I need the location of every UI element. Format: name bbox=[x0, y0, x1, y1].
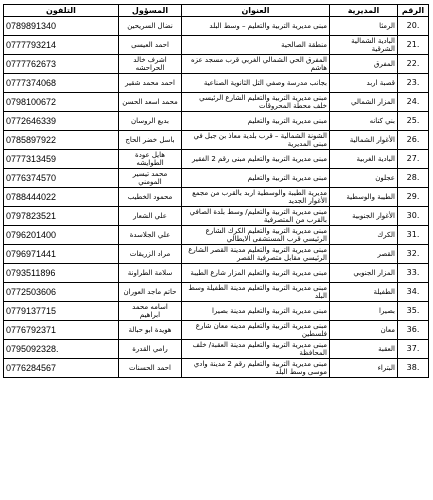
cell-number: .27 bbox=[398, 150, 429, 169]
cell-phone: 0777762673 bbox=[4, 55, 119, 74]
cell-phone: 0796971441 bbox=[4, 245, 119, 264]
cell-responsible: رامي القدرة bbox=[119, 340, 182, 359]
cell-address: مديرية الطيبة والوسطية اربد بالقرب من مجمع الأغوار الجديد bbox=[182, 188, 330, 207]
cell-phone: 0777374068 bbox=[4, 74, 119, 93]
cell-number: .23 bbox=[398, 74, 429, 93]
cell-directorate: بني كنانه bbox=[330, 112, 398, 131]
cell-address: مبنى مديرية التربية والتعليم مدينة العقبة/ خلف المحافظة bbox=[182, 340, 330, 359]
cell-directorate: عجلون bbox=[330, 169, 398, 188]
cell-directorate: البتراء bbox=[330, 359, 398, 378]
cell-address: مبنى مديرية التربية والتعليم bbox=[182, 169, 330, 188]
cell-responsible: اشرف خالد الحراحشه bbox=[119, 55, 182, 74]
table-row bbox=[4, 245, 429, 264]
table-row bbox=[4, 264, 429, 283]
cell-phone: 0777313459 bbox=[4, 150, 119, 169]
cell-number: .21 bbox=[398, 36, 429, 55]
cell-responsible: محمود الخطيب bbox=[119, 188, 182, 207]
cell-address: المفرق الحي الشمالي الغربي قرب مسجد عزه هاشم bbox=[182, 55, 330, 74]
cell-directorate: قصبة اربد bbox=[330, 74, 398, 93]
cell-responsible: احمد الحسنات bbox=[119, 359, 182, 378]
cell-directorate: المزار الشمالي bbox=[330, 93, 398, 112]
table-row bbox=[4, 207, 429, 226]
table-body bbox=[4, 17, 429, 378]
cell-address: مبنى مديرية التربية والتعليم المزار شارع الطيبة bbox=[182, 264, 330, 283]
table-row bbox=[4, 283, 429, 302]
cell-address: مبنى مديرية التربية والتعليم مدينة القصر الشارع الرئيسي مقابل متصرفية القصر bbox=[182, 245, 330, 264]
cell-directorate: المفرق bbox=[330, 55, 398, 74]
cell-address: مبنى مديرية التربية والتعليم الشارع الرئيسي خلف محطة المحروقات bbox=[182, 93, 330, 112]
cell-responsible: محمد اسعد الحسن bbox=[119, 93, 182, 112]
cell-phone: 0777793214 bbox=[4, 36, 119, 55]
cell-directorate: المزار الجنوبي bbox=[330, 264, 398, 283]
cell-address: بجانب مدرسة وصفي التل الثانوية الصناعية bbox=[182, 74, 330, 93]
cell-address: مبنى مديرية التربية والتعليم مدينة بصيرا bbox=[182, 302, 330, 321]
cell-address: مبنى مديرية التربية والتعليم/ وسط بلدة الصافي بالقرب من المتصرفية bbox=[182, 207, 330, 226]
cell-responsible: هايل عودة الطوايشه bbox=[119, 150, 182, 169]
cell-number: .31 bbox=[398, 226, 429, 245]
cell-responsible: علي الشعار bbox=[119, 207, 182, 226]
cell-phone: 0798100672 bbox=[4, 93, 119, 112]
cell-phone: 0776284567 bbox=[4, 359, 119, 378]
cell-directorate: العقبة bbox=[330, 340, 398, 359]
header-directorate: المديرية bbox=[330, 5, 398, 17]
cell-number: .26 bbox=[398, 131, 429, 150]
cell-address: مبنى مديرية التربية والتعليم مدينه معان شارع فلسطين bbox=[182, 321, 330, 340]
cell-responsible: حاتم ماجد العوران bbox=[119, 283, 182, 302]
cell-number: .22 bbox=[398, 55, 429, 74]
cell-address: مبنى مديرية التربية والتعليم رقم 2 مدينة وادي موسى وسط البلد bbox=[182, 359, 330, 378]
cell-directorate: الطيبة والوسطية bbox=[330, 188, 398, 207]
cell-phone: 0788444022 bbox=[4, 188, 119, 207]
cell-responsible: احمد محمد شقير bbox=[119, 74, 182, 93]
cell-phone: 0772646339 bbox=[4, 112, 119, 131]
cell-number: .38 bbox=[398, 359, 429, 378]
cell-phone: 0789891340 bbox=[4, 17, 119, 36]
table-row bbox=[4, 302, 429, 321]
table-header-row bbox=[4, 5, 429, 17]
cell-address: مبنى مديرية التربية والتعليم الكرك الشارع الرئيسي قرب المستشفى الايطالي bbox=[182, 226, 330, 245]
cell-phone: 0772503606 bbox=[4, 283, 119, 302]
cell-responsible: سلامة الطراونة bbox=[119, 264, 182, 283]
cell-number: .29 bbox=[398, 188, 429, 207]
header-address: العنوان bbox=[182, 5, 330, 17]
cell-phone: 0776374570 bbox=[4, 169, 119, 188]
header-responsible: المسؤول bbox=[119, 5, 182, 17]
cell-number: .20 bbox=[398, 17, 429, 36]
table-row bbox=[4, 150, 429, 169]
cell-directorate: البادية الغربية bbox=[330, 150, 398, 169]
table-row bbox=[4, 74, 429, 93]
cell-responsible: اسامه محمد ابراهيم bbox=[119, 302, 182, 321]
cell-directorate: الكرك bbox=[330, 226, 398, 245]
cell-address: مبنى مديرية التربية والتعليم bbox=[182, 112, 330, 131]
cell-directorate: بصيرا bbox=[330, 302, 398, 321]
table-row bbox=[4, 359, 429, 378]
table-row bbox=[4, 321, 429, 340]
cell-number: .37 bbox=[398, 340, 429, 359]
table-row bbox=[4, 17, 429, 36]
cell-number: .34 bbox=[398, 283, 429, 302]
cell-phone: 0776792371 bbox=[4, 321, 119, 340]
cell-address: منطقة الصالحية bbox=[182, 36, 330, 55]
cell-directorate: القصر bbox=[330, 245, 398, 264]
cell-responsible: بديع الروسان bbox=[119, 112, 182, 131]
cell-number: .32 bbox=[398, 245, 429, 264]
cell-address: مبنى مديرية التربية والتعليم – وسط البلد bbox=[182, 17, 330, 36]
table-row bbox=[4, 36, 429, 55]
table-row bbox=[4, 188, 429, 207]
cell-address: الشونة الشمالية – قرب بلدية معاذ بن جبل في مبنى المديرية bbox=[182, 131, 330, 150]
cell-responsible: علي الجلاسدة bbox=[119, 226, 182, 245]
cell-directorate: الطفيلة bbox=[330, 283, 398, 302]
cell-directorate: الأغوار الشمالية bbox=[330, 131, 398, 150]
cell-phone: 0785897922 bbox=[4, 131, 119, 150]
directorates-table bbox=[3, 4, 429, 378]
cell-directorate: البادية الشمالية الشرقية bbox=[330, 36, 398, 55]
cell-address: مبنى مديرية التربية والتعليم مبنى رقم 2 الفقير bbox=[182, 150, 330, 169]
cell-number: .33 bbox=[398, 264, 429, 283]
cell-directorate: معان bbox=[330, 321, 398, 340]
cell-responsible: باسل خضر الحاج bbox=[119, 131, 182, 150]
table-row bbox=[4, 55, 429, 74]
header-number: الرقم bbox=[398, 5, 429, 17]
cell-number: .28 bbox=[398, 169, 429, 188]
cell-phone: 0779137715 bbox=[4, 302, 119, 321]
table-row bbox=[4, 340, 429, 359]
cell-responsible: احمد العيسى bbox=[119, 36, 182, 55]
table-row bbox=[4, 112, 429, 131]
cell-responsible: محمد تيسير المومني bbox=[119, 169, 182, 188]
cell-phone: 0797823521 bbox=[4, 207, 119, 226]
cell-number: .25 bbox=[398, 112, 429, 131]
cell-number: .30 bbox=[398, 207, 429, 226]
cell-number: .35 bbox=[398, 302, 429, 321]
cell-number: .36 bbox=[398, 321, 429, 340]
table-row bbox=[4, 131, 429, 150]
cell-number: .24 bbox=[398, 93, 429, 112]
table-row bbox=[4, 93, 429, 112]
cell-phone: 0796201400 bbox=[4, 226, 119, 245]
cell-responsible: هويدة ابو حبالة bbox=[119, 321, 182, 340]
cell-directorate: الرمثا bbox=[330, 17, 398, 36]
cell-phone: 0793511896 bbox=[4, 264, 119, 283]
cell-address: مبنى مديرية التربية والتعليم مدينة الطفيلة وسط البلد bbox=[182, 283, 330, 302]
cell-responsible: مراد الزريقات bbox=[119, 245, 182, 264]
cell-phone: 0795092328. bbox=[4, 340, 119, 359]
table-row bbox=[4, 169, 429, 188]
cell-responsible: نضال السريحين bbox=[119, 17, 182, 36]
header-phone: التلفون bbox=[4, 5, 119, 17]
table-row bbox=[4, 226, 429, 245]
cell-directorate: الأغوار الجنوبية bbox=[330, 207, 398, 226]
